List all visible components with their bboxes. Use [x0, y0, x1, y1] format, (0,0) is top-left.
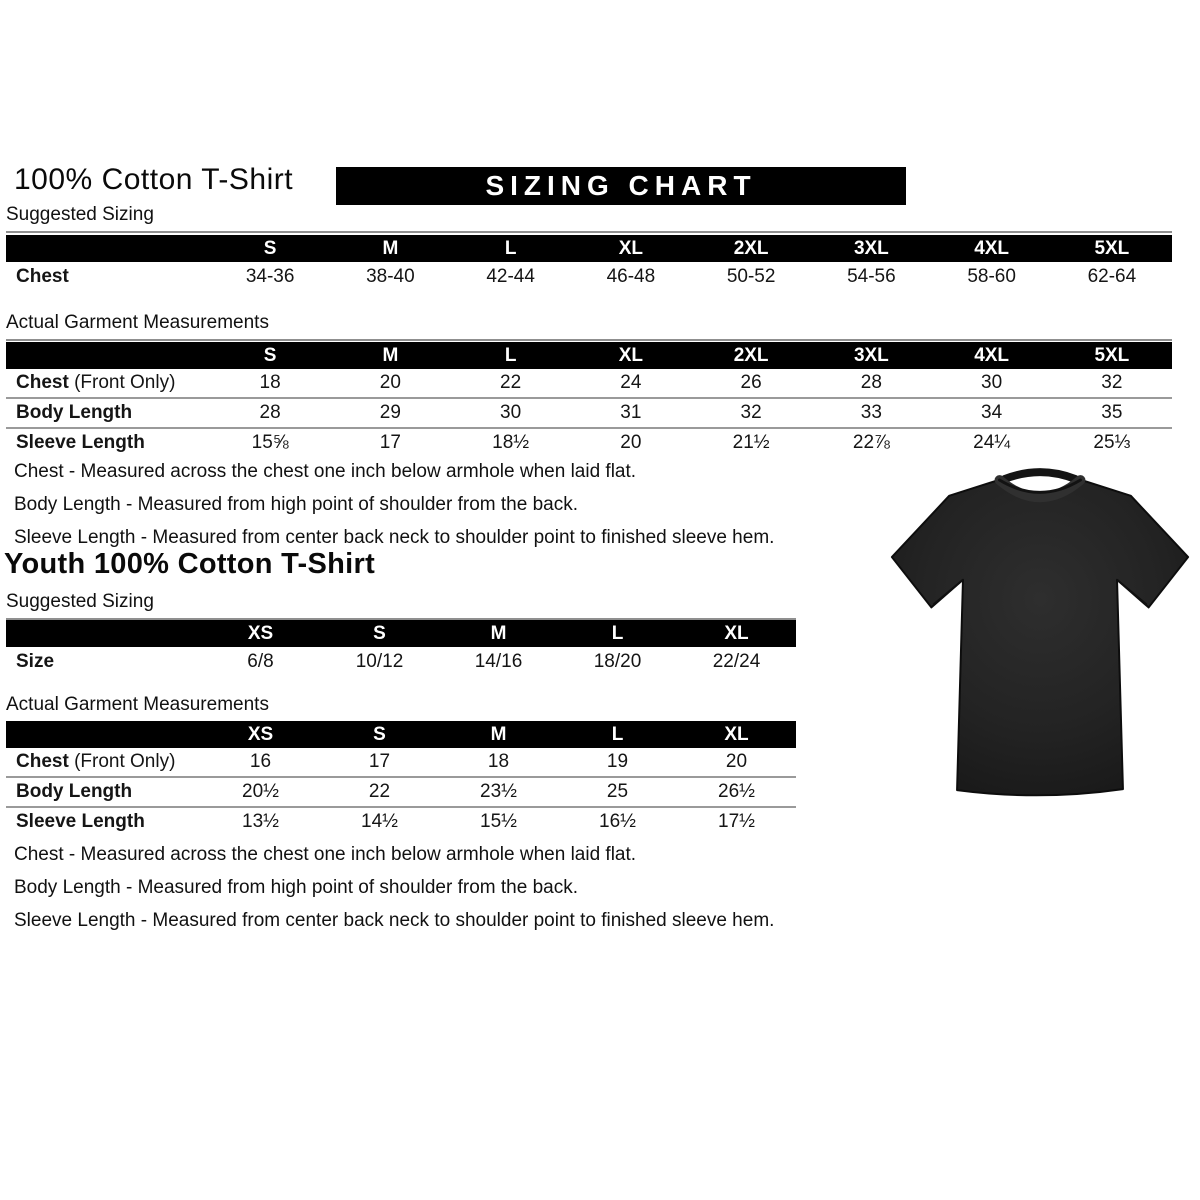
row-label-suffix: (Front Only)	[68, 751, 176, 772]
measurement-cell: 31	[620, 402, 642, 423]
measurement-cell: 26½	[718, 781, 755, 802]
table-row-body-length	[6, 776, 796, 806]
column-header-size: XL	[618, 344, 644, 366]
measurement-cell: 26	[740, 372, 762, 393]
column-header-size: L	[611, 622, 624, 644]
row-label: Body Length	[16, 402, 133, 423]
measurement-cell: 28	[860, 372, 882, 393]
measurement-notes-adult	[14, 455, 774, 554]
measurement-cell: 50-52	[726, 266, 776, 287]
measurement-cell: 10/12	[355, 651, 404, 672]
table-youth-suggested-sizing	[6, 620, 796, 677]
row-label: Sleeve Length	[16, 811, 145, 832]
measurement-cell: 16½	[599, 811, 636, 832]
measurement-cell: 22/24	[712, 651, 761, 672]
row-label: Size	[16, 651, 55, 672]
measurement-cell: 29	[379, 402, 401, 423]
measurement-cell: 20	[725, 751, 748, 772]
measurement-cell: 32	[1101, 372, 1123, 393]
measurement-notes-youth	[14, 838, 774, 937]
row-label: Chest (Front Only)	[16, 372, 176, 393]
column-header-size: 3XL	[853, 344, 889, 366]
black-tshirt-image	[882, 460, 1198, 822]
measurement-cell: 24	[620, 372, 642, 393]
measurement-cell: 42-44	[486, 266, 535, 287]
measurement-cell: 18	[259, 372, 281, 393]
table-adult-suggested-sizing	[6, 235, 1172, 292]
measurement-cell: 17	[368, 751, 391, 772]
row-label: Body Length	[16, 781, 133, 802]
column-header-size: M	[490, 622, 507, 644]
table-row-chest	[6, 262, 1172, 292]
measurement-cell: 34-36	[245, 266, 295, 287]
measurement-cell: 25⅓	[1093, 432, 1131, 453]
column-header-size: 4XL	[974, 237, 1010, 259]
column-header-size: L	[504, 237, 517, 259]
table-row-size	[6, 647, 796, 677]
column-header-size: S	[373, 622, 386, 644]
measurement-cell: 20½	[242, 781, 279, 802]
measurement-cell: 30	[981, 372, 1003, 393]
measurement-cell: 30	[500, 402, 522, 423]
section-label-adult-actual-measurements: Actual Garment Measurements	[6, 312, 1172, 341]
measurement-cell: 15⅝	[251, 432, 289, 453]
youth-section-title: Youth 100% Cotton T-Shirt	[4, 548, 376, 580]
measurement-cell: 17	[379, 432, 401, 453]
column-header-size: XL	[618, 237, 644, 259]
table-row-chest-front-only	[6, 369, 1172, 397]
column-header-size: M	[490, 723, 507, 745]
section-label-youth-suggested-sizing: Suggested Sizing	[6, 591, 796, 620]
table-header-row	[6, 342, 1172, 369]
row-label: Chest	[16, 266, 69, 287]
measurement-cell: 28	[259, 402, 281, 423]
measurement-cell: 35	[1101, 402, 1123, 423]
measurement-cell: 46-48	[606, 266, 656, 287]
measurement-cell: 54-56	[847, 266, 896, 287]
section-label-youth-actual-measurements: Actual Garment Measurements	[6, 694, 796, 723]
measurement-cell: 62-64	[1087, 266, 1137, 287]
measurement-cell: 58-60	[967, 266, 1016, 287]
measurement-cell: 20	[620, 432, 642, 453]
column-header-size: M	[382, 344, 399, 366]
table-adult-actual-measurements	[6, 342, 1172, 457]
measurement-cell: 6/8	[247, 651, 274, 672]
measurement-cell: 21½	[732, 432, 770, 453]
column-header-size: XS	[247, 622, 274, 644]
column-header-size: XS	[247, 723, 274, 745]
measurement-cell: 18½	[492, 432, 530, 453]
measurement-cell: 18	[487, 751, 510, 772]
sizing-chart-banner	[336, 167, 906, 205]
table-header-row	[6, 721, 796, 748]
column-header-size: 3XL	[853, 237, 889, 259]
column-header-size: S	[263, 237, 277, 259]
column-header-size: XL	[724, 622, 749, 644]
column-header-size: 2XL	[733, 237, 769, 259]
table-row-sleeve-length	[6, 427, 1172, 457]
measurement-cell: 22	[368, 781, 391, 802]
note-line-chest: Chest - Measured across the chest one inch below armhole when laid flat.	[14, 461, 637, 482]
measurement-cell: 14/16	[474, 651, 523, 672]
measurement-cell: 13½	[242, 811, 279, 832]
measurement-cell: 38-40	[366, 266, 415, 287]
table-row-sleeve-length	[6, 806, 796, 836]
column-header-size: S	[263, 344, 277, 366]
measurement-cell: 19	[606, 751, 629, 772]
measurement-cell: 24¼	[973, 432, 1011, 453]
measurement-cell: 20	[379, 372, 401, 393]
measurement-cell: 34	[981, 402, 1003, 423]
column-header-size: XL	[724, 723, 749, 745]
note-line-sleeve-length: Sleeve Length - Measured from center back neck to shoulder point to finished sleeve hem.	[14, 527, 775, 548]
column-header-size: L	[611, 723, 624, 745]
measurement-cell: 33	[860, 402, 882, 423]
page-title: 100% Cotton T-Shirt	[14, 163, 294, 196]
table-row-body-length	[6, 397, 1172, 427]
column-header-size: 4XL	[974, 344, 1010, 366]
note-line-body-length: Body Length - Measured from high point of shoulder from the back.	[14, 877, 578, 898]
measurement-cell: 15½	[480, 811, 517, 832]
row-label-suffix: (Front Only)	[68, 372, 176, 393]
measurement-cell: 25	[606, 781, 629, 802]
column-header-size: 5XL	[1094, 237, 1130, 259]
column-header-size: S	[373, 723, 386, 745]
table-youth-actual-measurements	[6, 721, 796, 836]
measurement-cell: 23½	[480, 781, 517, 802]
table-header-row	[6, 620, 796, 647]
column-header-size: M	[382, 237, 399, 259]
measurement-cell: 18/20	[593, 651, 642, 672]
measurement-cell: 17½	[718, 811, 755, 832]
column-header-size: L	[504, 344, 517, 366]
measurement-cell: 32	[740, 402, 762, 423]
row-label: Sleeve Length	[16, 432, 145, 453]
measurement-cell: 14½	[361, 811, 398, 832]
table-row-chest-front-only	[6, 748, 796, 776]
measurement-cell: 22⅞	[852, 432, 890, 453]
note-line-body-length: Body Length - Measured from high point of shoulder from the back.	[14, 494, 578, 515]
table-header-row	[6, 235, 1172, 262]
section-label-adult-suggested-sizing: Suggested Sizing	[6, 204, 1172, 233]
column-header-size: 2XL	[733, 344, 769, 366]
measurement-cell: 16	[249, 751, 272, 772]
note-line-sleeve-length: Sleeve Length - Measured from center back neck to shoulder point to finished sleeve hem.	[14, 910, 775, 931]
note-line-chest: Chest - Measured across the chest one inch below armhole when laid flat.	[14, 844, 637, 865]
column-header-size: 5XL	[1094, 344, 1130, 366]
row-label: Chest (Front Only)	[16, 751, 176, 772]
measurement-cell: 22	[500, 372, 522, 393]
sizing-chart-banner-label: SIZING CHART	[485, 170, 757, 201]
